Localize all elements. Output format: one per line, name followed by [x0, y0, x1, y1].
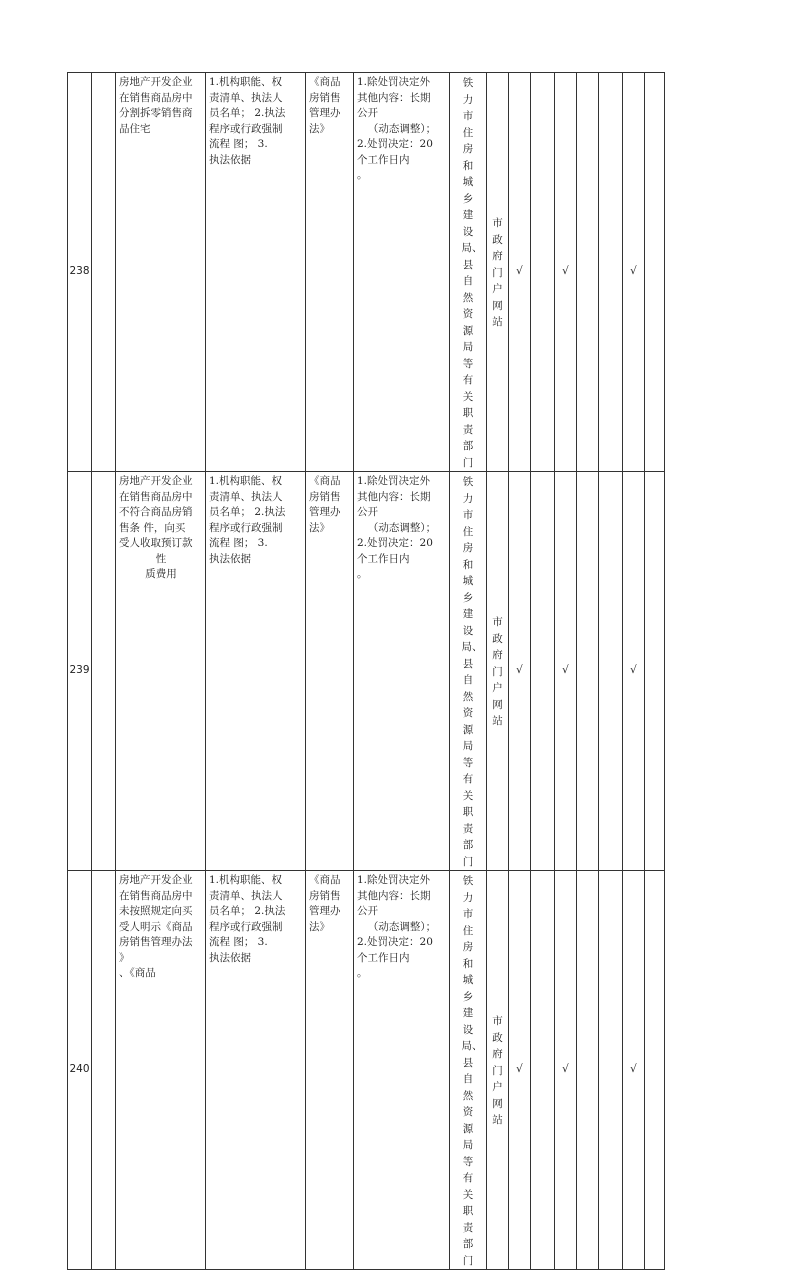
item-line: 在销售商品房中 [119, 91, 193, 104]
basis-cell [306, 472, 354, 871]
basis-line: 管理办 [309, 905, 341, 917]
time-line: 2.处罚决定：20 [357, 138, 433, 150]
item-line: 质费用 [145, 568, 177, 580]
basis-line: 法》 [309, 521, 330, 534]
blank-cell [645, 472, 665, 871]
item-line: 、《商品 [119, 967, 156, 979]
item-line: 房地产开发企业 [119, 76, 193, 88]
basis-line: 管理办 [309, 506, 341, 518]
subject-text: 铁力市住房和城乡建设局、县自然资源局等有关职责部门 [461, 875, 483, 1267]
num-text: 239 [69, 664, 90, 677]
channel-text: 市政府门户网站 [492, 616, 503, 728]
item-cell [116, 871, 206, 1270]
content-line: 员名单； 2.执法 [209, 107, 286, 119]
disclosure-table [67, 72, 665, 1270]
content-line: 执法依据 [209, 951, 251, 964]
time-line: 个工作日内 [357, 951, 410, 964]
item-line: 分割拆零销售商 [119, 107, 193, 119]
time-line: 其他内容：长期 [357, 91, 431, 104]
item-line: 未按照规定向买 [119, 905, 193, 917]
channel-cell [487, 472, 509, 871]
content-line: 1.机构职能、权 [209, 874, 283, 886]
num-text: 238 [69, 265, 90, 278]
table-row [68, 472, 665, 871]
content-line: 程序或行政强制 [209, 521, 283, 534]
check0-text: √ [516, 664, 523, 677]
content-cell [206, 472, 306, 871]
time-line: 1.除处罚决定外 [357, 475, 431, 487]
check2-text: √ [630, 664, 637, 677]
content-cell [206, 871, 306, 1270]
time-line: （动态调整）； [367, 122, 437, 135]
num-text: 240 [69, 1063, 90, 1076]
basis-cell [306, 871, 354, 1270]
item-line: 受人明示《商品 [119, 920, 193, 933]
item-line: 》 [119, 951, 130, 964]
blank-cell [577, 73, 599, 472]
blank-cell [531, 871, 555, 1270]
time-line: 。 [357, 568, 368, 580]
content-line: 程序或行政强制 [209, 920, 283, 933]
check1-text: √ [562, 265, 569, 278]
item-cell [116, 73, 206, 472]
blank-cell [577, 871, 599, 1270]
time-line: 2.处罚决定：20 [357, 936, 433, 948]
blank-cell [92, 73, 116, 472]
basis-line: 《商品 [309, 874, 341, 886]
time-line: 公开 [357, 506, 378, 518]
content-line: 执法依据 [209, 552, 251, 565]
basis-line: 房销售 [309, 889, 341, 902]
item-line: 房地产开发企业 [119, 475, 193, 487]
check-cell-2 [555, 871, 577, 1270]
channel-cell [487, 871, 509, 1270]
blank-cell [92, 472, 116, 871]
blank-cell [577, 472, 599, 871]
check-cell-1 [509, 73, 531, 472]
check2-text: √ [630, 265, 637, 278]
check-cell-3 [623, 73, 645, 472]
basis-line: 《商品 [309, 475, 341, 487]
check0-text: √ [516, 265, 523, 278]
time-line: 其他内容：长期 [357, 490, 431, 503]
check2-text: √ [630, 1063, 637, 1076]
item-line: 房地产开发企业 [119, 874, 193, 886]
content-line: 流程 图； 3. [209, 936, 268, 948]
time-line: 个工作日内 [357, 552, 410, 565]
content-line: 1.机构职能、权 [209, 76, 283, 88]
item-line: 不符合商品房销 [119, 506, 193, 518]
blank-cell [645, 871, 665, 1270]
time-cell [354, 73, 450, 472]
time-line: 其他内容：长期 [357, 889, 431, 902]
subject-cell [450, 472, 487, 871]
check-cell-1 [509, 472, 531, 871]
row-number [68, 73, 92, 472]
check-cell-2 [555, 73, 577, 472]
item-line: 房销售管理办法 [119, 936, 193, 948]
time-line: （动态调整）； [367, 920, 437, 933]
content-line: 责清单、执法人 [209, 91, 283, 104]
time-line: 。 [357, 967, 368, 979]
time-line: 。 [357, 169, 368, 181]
basis-line: 房销售 [309, 490, 341, 503]
content-cell [206, 73, 306, 472]
item-line: 品住宅 [119, 122, 151, 135]
basis-line: 房销售 [309, 91, 341, 104]
check-cell-1 [509, 871, 531, 1270]
blank-cell [531, 73, 555, 472]
blank-cell [531, 472, 555, 871]
table-row [68, 871, 665, 1270]
basis-line: 法》 [309, 122, 330, 135]
subject-text: 铁力市住房和城乡建设局、县自然资源局等有关职责部门 [461, 476, 483, 868]
subject-cell [450, 871, 487, 1270]
check-cell-3 [623, 871, 645, 1270]
basis-line: 管理办 [309, 107, 341, 119]
time-line: 1.除处罚决定外 [357, 76, 431, 88]
time-line: 个工作日内 [357, 153, 410, 166]
content-line: 责清单、执法人 [209, 889, 283, 902]
item-line: 性 [155, 552, 167, 565]
blank-cell [645, 73, 665, 472]
basis-line: 《商品 [309, 76, 341, 88]
item-line: 在销售商品房中 [119, 490, 193, 503]
content-line: 流程 图； 3. [209, 138, 268, 150]
channel-text: 市政府门户网站 [492, 217, 503, 329]
time-line: 公开 [357, 107, 378, 119]
item-line: 售条 件，向买 [119, 521, 186, 534]
item-line: 在销售商品房中 [119, 889, 193, 902]
time-line: （动态调整）； [367, 521, 437, 534]
time-cell [354, 871, 450, 1270]
time-cell [354, 472, 450, 871]
subject-cell [450, 73, 487, 472]
blank-cell [92, 871, 116, 1270]
blank-cell [599, 871, 623, 1270]
time-line: 公开 [357, 905, 378, 917]
subject-text: 铁力市住房和城乡建设局、县自然资源局等有关职责部门 [461, 77, 483, 469]
content-line: 员名单； 2.执法 [209, 905, 286, 917]
blank-cell [599, 472, 623, 871]
row-number [68, 871, 92, 1270]
check1-text: √ [562, 1063, 569, 1076]
content-line: 1.机构职能、权 [209, 475, 283, 487]
check0-text: √ [516, 1063, 523, 1076]
basis-line: 法》 [309, 920, 330, 933]
time-line: 1.除处罚决定外 [357, 874, 431, 886]
check-cell-2 [555, 472, 577, 871]
basis-cell [306, 73, 354, 472]
table-row [68, 73, 665, 472]
blank-cell [599, 73, 623, 472]
row-number [68, 472, 92, 871]
check-cell-3 [623, 472, 645, 871]
time-line: 2.处罚决定：20 [357, 537, 433, 549]
check1-text: √ [562, 664, 569, 677]
item-cell [116, 472, 206, 871]
content-line: 程序或行政强制 [209, 122, 283, 135]
content-line: 员名单； 2.执法 [209, 506, 286, 518]
item-line: 受人收取预订款 [119, 537, 193, 549]
content-line: 执法依据 [209, 153, 251, 166]
content-line: 责清单、执法人 [209, 490, 283, 503]
channel-text: 市政府门户网站 [492, 1015, 503, 1127]
channel-cell [487, 73, 509, 472]
content-line: 流程 图； 3. [209, 537, 268, 549]
